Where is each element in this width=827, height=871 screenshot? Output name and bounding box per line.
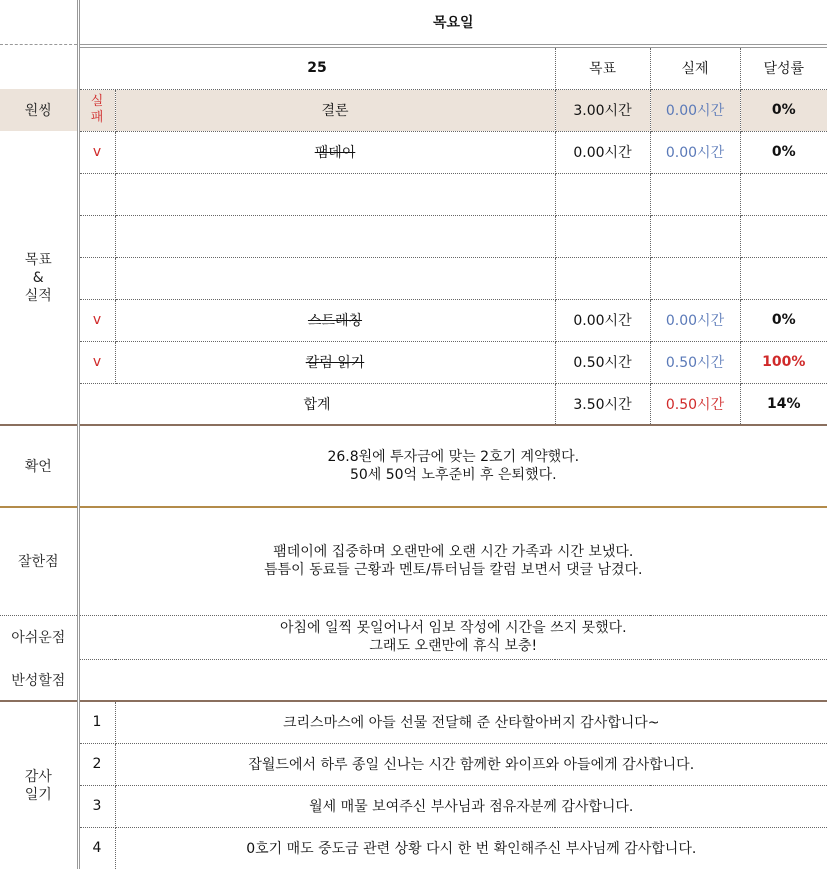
regrets-label: 아쉬운점 [0,615,78,659]
reflection-text[interactable] [78,659,827,701]
goal-check[interactable]: v [78,341,115,383]
goal-task[interactable] [115,215,555,257]
goal-check[interactable] [78,173,115,215]
total-target: 3.50시간 [555,383,650,425]
regrets-line-1: 아침에 일찍 못일어나서 임보 작성에 시간을 쓰지 못했다. [279,620,627,636]
goal-rate [740,257,827,299]
gratitude-item[interactable]: 잡월드에서 하루 종일 신나는 시간 함께한 와이프와 아들에게 감사합니다. [115,743,827,785]
goal-task[interactable] [115,257,555,299]
one-thing-target: 3.00시간 [555,89,650,131]
one-thing-task[interactable]: 결론 [115,89,555,131]
gratitude-number: 3 [78,785,115,827]
gratitude-item[interactable]: 0호기 매도 중도금 관련 상황 다시 한 번 확인해주신 부사님께 감사합니다. [246,841,697,858]
goal-check[interactable] [78,215,115,257]
day-header: 목요일 [78,0,827,44]
date-header: 25 [78,47,555,89]
regrets-line-2: 그래도 오랜만에 휴식 보충! [369,638,538,654]
goal-actual [650,215,740,257]
goal-target: 0.50시간 [555,341,650,383]
goal-task[interactable]: 스트레칭 [115,299,555,341]
goal-rate: 0% [740,299,827,341]
good-points-label: 잘한점 [0,507,78,615]
goal-target [555,257,650,299]
regrets-text[interactable] [78,615,827,659]
goal-target: 0.00시간 [555,299,650,341]
gratitude-item[interactable]: 크리스마스에 아들 선물 전달해 준 산타할아버지 감사합니다~ [115,701,827,743]
goal-check[interactable]: v [78,131,115,173]
gratitude-number: 1 [78,701,115,743]
goal-actual: 0.00시간 [650,299,740,341]
goal-rate [740,173,827,215]
affirmation-text[interactable] [78,425,827,507]
goal-target [555,215,650,257]
goal-rate [740,215,827,257]
good-points-text[interactable] [78,507,827,615]
col-actual-header: 실제 [650,47,740,89]
goal-rate: 0% [740,131,827,173]
good-points-line-1: 팸데이에 집중하며 오랜만에 오랜 시간 가족과 시간 보냈다. [273,544,634,561]
goal-actual [650,257,740,299]
col-target-header: 목표 [555,47,650,89]
one-thing-label: 원씽 [0,89,78,131]
goal-check[interactable]: v [78,299,115,341]
affirmation-label: 확언 [0,425,78,507]
gratitude-number: 2 [78,743,115,785]
goal-actual: 0.00시간 [650,131,740,173]
goal-actual [650,173,740,215]
goal-task[interactable]: 칼럼 읽기 [115,341,555,383]
goal-task[interactable]: 팸데이 [115,131,555,173]
total-actual: 0.50시간 [650,383,740,425]
good-points-line-2: 틈틈이 동료들 근황과 멘토/튜터님들 칼럼 보면서 댓글 남겼다. [264,562,643,579]
one-thing-status: 실 패 [78,89,115,131]
goal-target [555,173,650,215]
affirmation-line-1: 26.8원에 투자금에 맞는 2호기 계약했다. [327,449,580,465]
one-thing-actual: 0.00시간 [650,89,740,131]
goal-target: 0.00시간 [555,131,650,173]
one-thing-rate: 0% [740,89,827,131]
gratitude-number: 4 [78,827,115,869]
total-rate: 14% [767,395,801,412]
goal-check[interactable] [78,257,115,299]
affirmation-line-2: 50세 50억 노후준비 후 은퇴했다. [349,467,557,483]
gratitude-label: 감사 일기 [0,701,78,869]
goal-actual: 0.50시간 [650,341,740,383]
col-rate-header: 달성률 [740,47,827,89]
goal-rate: 100% [740,341,827,383]
goal-task[interactable] [115,173,555,215]
goals-section-label: 목표 & 실적 [0,131,78,425]
reflection-label: 반성할점 [0,659,78,701]
gratitude-item[interactable]: 월세 매물 보여주신 부사님과 점유자분께 감사합니다. [115,785,827,827]
corner-cell [0,0,78,44]
total-label: 합계 [78,383,555,425]
